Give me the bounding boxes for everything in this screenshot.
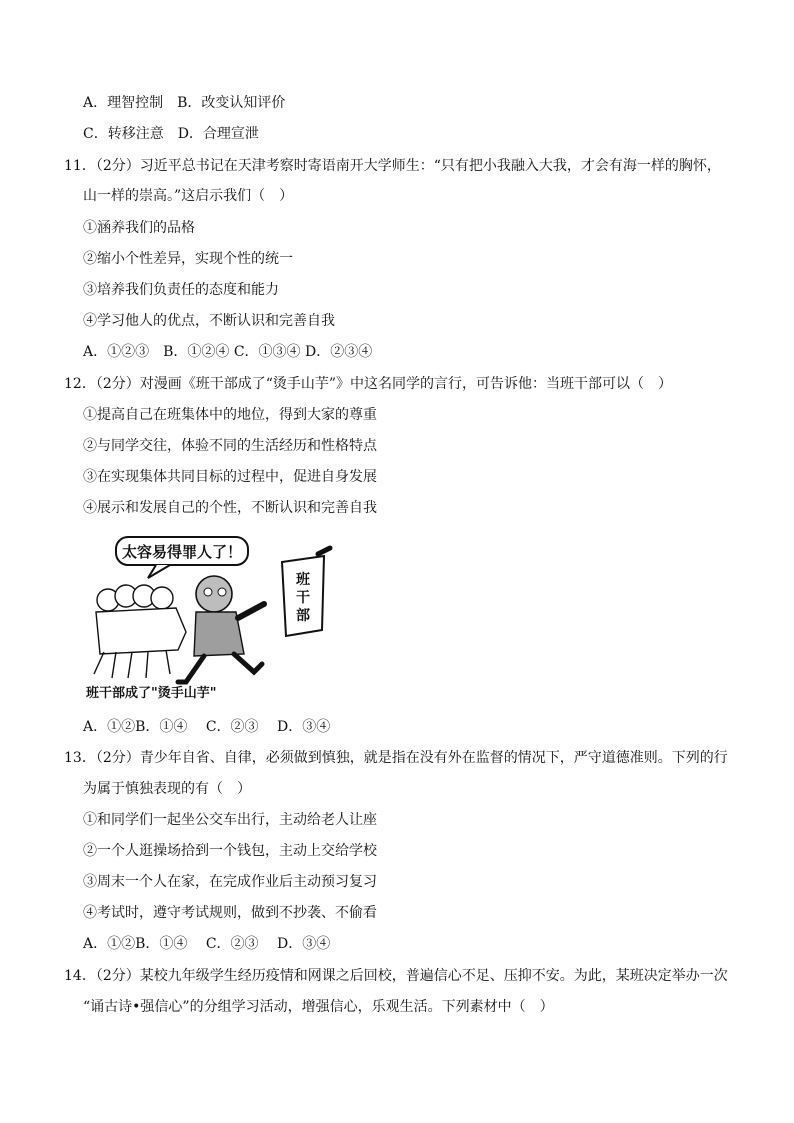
q10-options-ab: A．理智控制 B．改变认知评价 xyxy=(83,95,286,111)
q13-stem-line-2: 为属于慎独表现的有（ ） xyxy=(83,781,251,797)
q13-item-2: ②一个人逛操场拾到一个钱包，主动上交给学校 xyxy=(83,843,377,859)
q14-stem-line-1: 14．（2分）某校九年级学生经历疫情和网课之后回校，普遍信心不足、压抑不安。为此，某班决定举办一次 xyxy=(64,968,728,984)
q10-options-cd: C．转移注意 D．合理宣泄 xyxy=(83,126,259,142)
q12-stem: 12．（2分）对漫画《班干部成了“烫手山芋”》中这名同学的言行，可告诉他：当班干部可以（ ） xyxy=(64,376,673,392)
q14-stem-line-2: “诵古诗•强信心”的分组学习活动，增强信心，乐观生活。下列素材中（ ） xyxy=(83,999,554,1015)
sign-text: 班干部 xyxy=(296,572,310,624)
q11-stem-line-2: 山一样的崇高。”这启示我们（ ） xyxy=(83,188,294,204)
q13-item-1: ①和同学们一起坐公交车出行，主动给老人让座 xyxy=(83,812,377,828)
cartoon-caption: 班干部成了"烫手山芋" xyxy=(86,686,217,701)
q12-item-3: ③在实现集体共同目标的过程中，促进自身发展 xyxy=(83,469,377,485)
q11-item-1: ①涵养我们的品格 xyxy=(83,220,195,236)
speech-bubble-tail xyxy=(148,565,170,578)
speech-text: 太容易得罪人了！ xyxy=(121,543,243,561)
q11-options: A．①②③ B．①②④ C．①③④ D．②③④ xyxy=(83,344,373,360)
q11-stem-line-1: 11．（2分）习近平总书记在天津考察时寄语南开大学师生：“只有把小我融入大我，才会有海一样的胸怀， xyxy=(64,158,721,174)
q12-item-1: ①提高自己在班集体中的地位，得到大家的尊重 xyxy=(83,407,377,423)
cartoon-illustration xyxy=(86,532,336,702)
classmates-group xyxy=(94,585,186,678)
q11-item-3: ③培养我们负责任的态度和能力 xyxy=(83,282,279,298)
q12-item-4: ④展示和发展自己的个性，不断认识和完善自我 xyxy=(83,500,377,516)
q13-item-4: ④考试时，遵守考试规则，做到不抄袭、不偷看 xyxy=(83,905,377,921)
student-figure xyxy=(178,576,264,682)
q12-options: A．①②B．①④ C．②③ D．③④ xyxy=(83,719,331,735)
q13-stem-line-1: 13．（2分）青少年自省、自律，必须做到慎独，就是指在没有外在监督的情况下，严守道德准则。下列的行 xyxy=(64,750,728,766)
q12-item-2: ②与同学交往，体验不同的生活经历和性格特点 xyxy=(83,438,377,454)
q11-item-2: ②缩小个性差异，实现个性的统一 xyxy=(83,251,293,267)
q13-item-3: ③周末一个人在家，在完成作业后主动预习复习 xyxy=(83,874,377,890)
q11-item-4: ④学习他人的优点，不断认识和完善自我 xyxy=(83,313,335,329)
q13-options: A．①②B．①④ C．②③ D．③④ xyxy=(83,936,331,952)
